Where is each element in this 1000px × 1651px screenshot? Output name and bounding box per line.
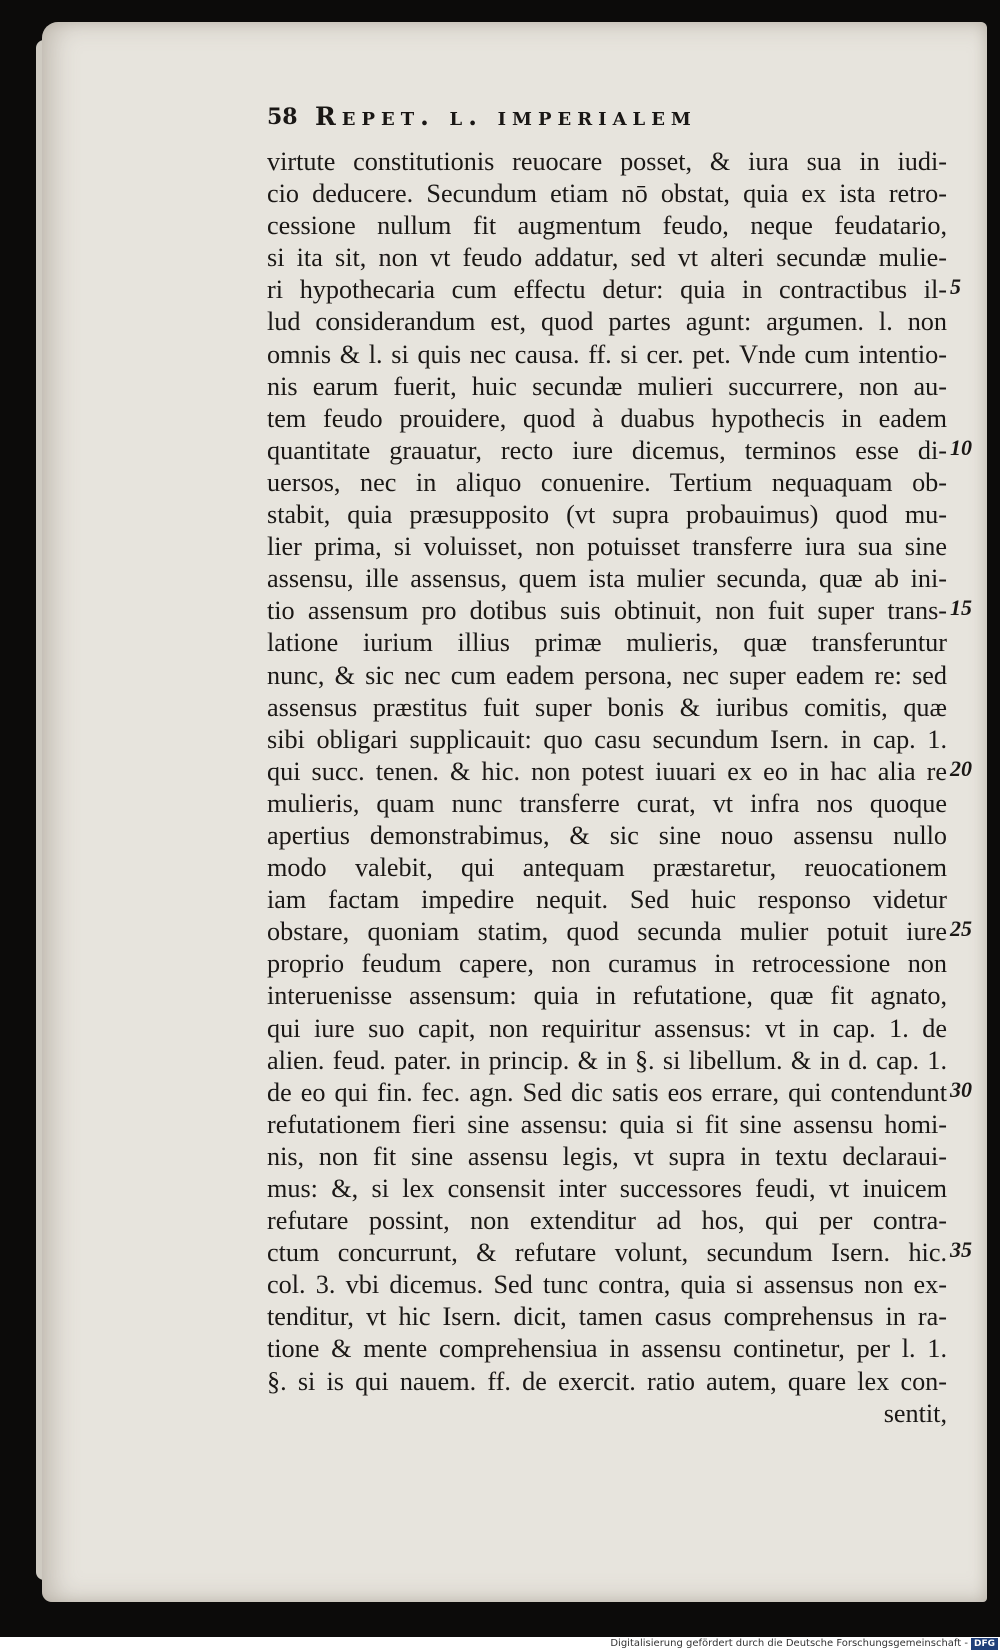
text-line: interuenisse assensum: quia in refutatione, quæ fit agnato,: [267, 981, 947, 1011]
body-text: [267, 146, 947, 1430]
page-header: [267, 100, 827, 140]
text-line: stabit, quia præsupposito (vt supra probauimus) quod mu-: [267, 500, 947, 530]
line-number: 10: [950, 434, 972, 460]
text-line: sibi obligari supplicauit: quo casu secundum Isern. in cap. 1.: [267, 724, 947, 754]
text-line: quantitate grauatur, recto iure dicemus, terminos esse di-: [267, 435, 947, 465]
text-line: refutationem fieri sine assensu: quia si fit sine assensu homi-: [267, 1109, 947, 1139]
text-line: iam factam impedire nequit. Sed huic responso videtur: [267, 885, 947, 915]
footer-credit-text: Digitalisierung gefördert durch die Deutsche Forschungsgemeinschaft -: [610, 1638, 968, 1649]
text-line: assensus præstitus fuit super bonis & iuribus comitis, quæ: [267, 692, 947, 722]
text-line: qui iure suo capit, non requiritur assensus: vt in cap. 1. de: [267, 1013, 947, 1043]
text-line: col. 3. vbi dicemus. Sed tunc contra, quia si assensus non ex-: [267, 1270, 947, 1300]
text-line: ri hypothecaria cum effectu detur: quia in contractibus il-: [267, 275, 947, 305]
text-line: refutare possint, non extenditur ad hos, qui per contra-: [267, 1206, 947, 1236]
text-line: tione & mente comprehensiua in assensu continetur, per l. 1.: [267, 1334, 947, 1364]
text-line: nis earum fuerit, huic secundæ mulieri succurrere, non au-: [267, 371, 947, 401]
text-line: lud considerandum est, quod partes agunt: argumen. l. non: [267, 307, 947, 337]
line-number: 25: [950, 916, 972, 942]
text-line: tenditur, vt hic Isern. dicit, tamen casus comprehensus in ra-: [267, 1302, 947, 1332]
text-line: lier prima, si voluisset, non potuisset transferre iura sua sine: [267, 532, 947, 562]
footer-credit: [0, 1637, 1000, 1651]
text-line: mus: &, si lex consensit inter successores feudi, vt inuicem: [267, 1174, 947, 1203]
text-line: sentit,: [883, 1398, 947, 1428]
text-line: tio assensum pro dotibus suis obtinuit, non fuit super trans-: [267, 596, 947, 626]
text-line: tem feudo prouidere, quod à duabus hypothecis in eadem: [267, 403, 947, 433]
line-number: 30: [950, 1076, 972, 1102]
text-line: si ita sit, non vt feudo addatur, sed vt alteri secundæ mulie-: [267, 243, 947, 273]
line-number: 20: [950, 755, 972, 781]
text-line: nis, non fit sine assensu legis, vt supra in textu declaraui-: [267, 1141, 947, 1171]
text-line: qui succ. tenen. & hic. non potest iuuari ex eo in hac alia re: [267, 756, 947, 786]
text-line: obstare, quoniam statim, quod secunda mulier potuit iure: [267, 917, 947, 947]
text-line: apertius demonstrabimus, & sic sine nouo assensu nullo: [267, 820, 947, 850]
text-line: virtute constitutionis reuocare posset, & iura sua in iudi-: [267, 147, 947, 176]
text-line: latione iurium illius primæ mulieris, quæ transferuntur: [267, 628, 947, 658]
text-line: modo valebit, qui antequam præstaretur, reuocationem: [267, 853, 947, 883]
text-line: nunc, & sic nec cum eadem persona, nec super eadem re: sed: [267, 660, 947, 690]
line-number: 5: [950, 274, 961, 300]
text-line: omnis & l. si quis nec causa. ff. si cer. pet. Vnde cum intentio-: [267, 339, 947, 369]
text-line: ctum concurrunt, & refutare volunt, secundum Isern. hic.: [267, 1238, 947, 1268]
text-line: alien. feud. pater. in princip. & in §. si libellum. & in d. cap. 1.: [267, 1045, 947, 1075]
text-line: proprio feudum capere, non curamus in retrocessione non: [267, 949, 947, 979]
page-number: 58: [267, 104, 298, 130]
text-line: mulieris, quam nunc transferre curat, vt infra nos quoque: [267, 788, 947, 818]
text-line: de eo qui fin. fec. agn. Sed dic satis eos errare, qui contendunt: [267, 1077, 947, 1107]
text-line: cessione nullum fit augmentum feudo, neque feudatario,: [267, 211, 947, 241]
running-title: Repet. l. imperialem: [315, 102, 697, 131]
text-line: cio deducere. Secundum etiam nō obstat, quia ex ista retro-: [267, 179, 947, 209]
dfg-logo: DFG: [971, 1638, 998, 1650]
line-number: 35: [950, 1237, 972, 1263]
text-line: §. si is qui nauem. ff. de exercit. ratio autem, quare lex con-: [267, 1366, 947, 1396]
text-line: assensu, ille assensus, quem ista mulier secunda, quæ ab ini-: [267, 564, 947, 594]
text-line: uersos, nec in aliquo conuenire. Tertium nequaquam ob-: [267, 467, 947, 497]
line-number: 15: [950, 595, 972, 621]
